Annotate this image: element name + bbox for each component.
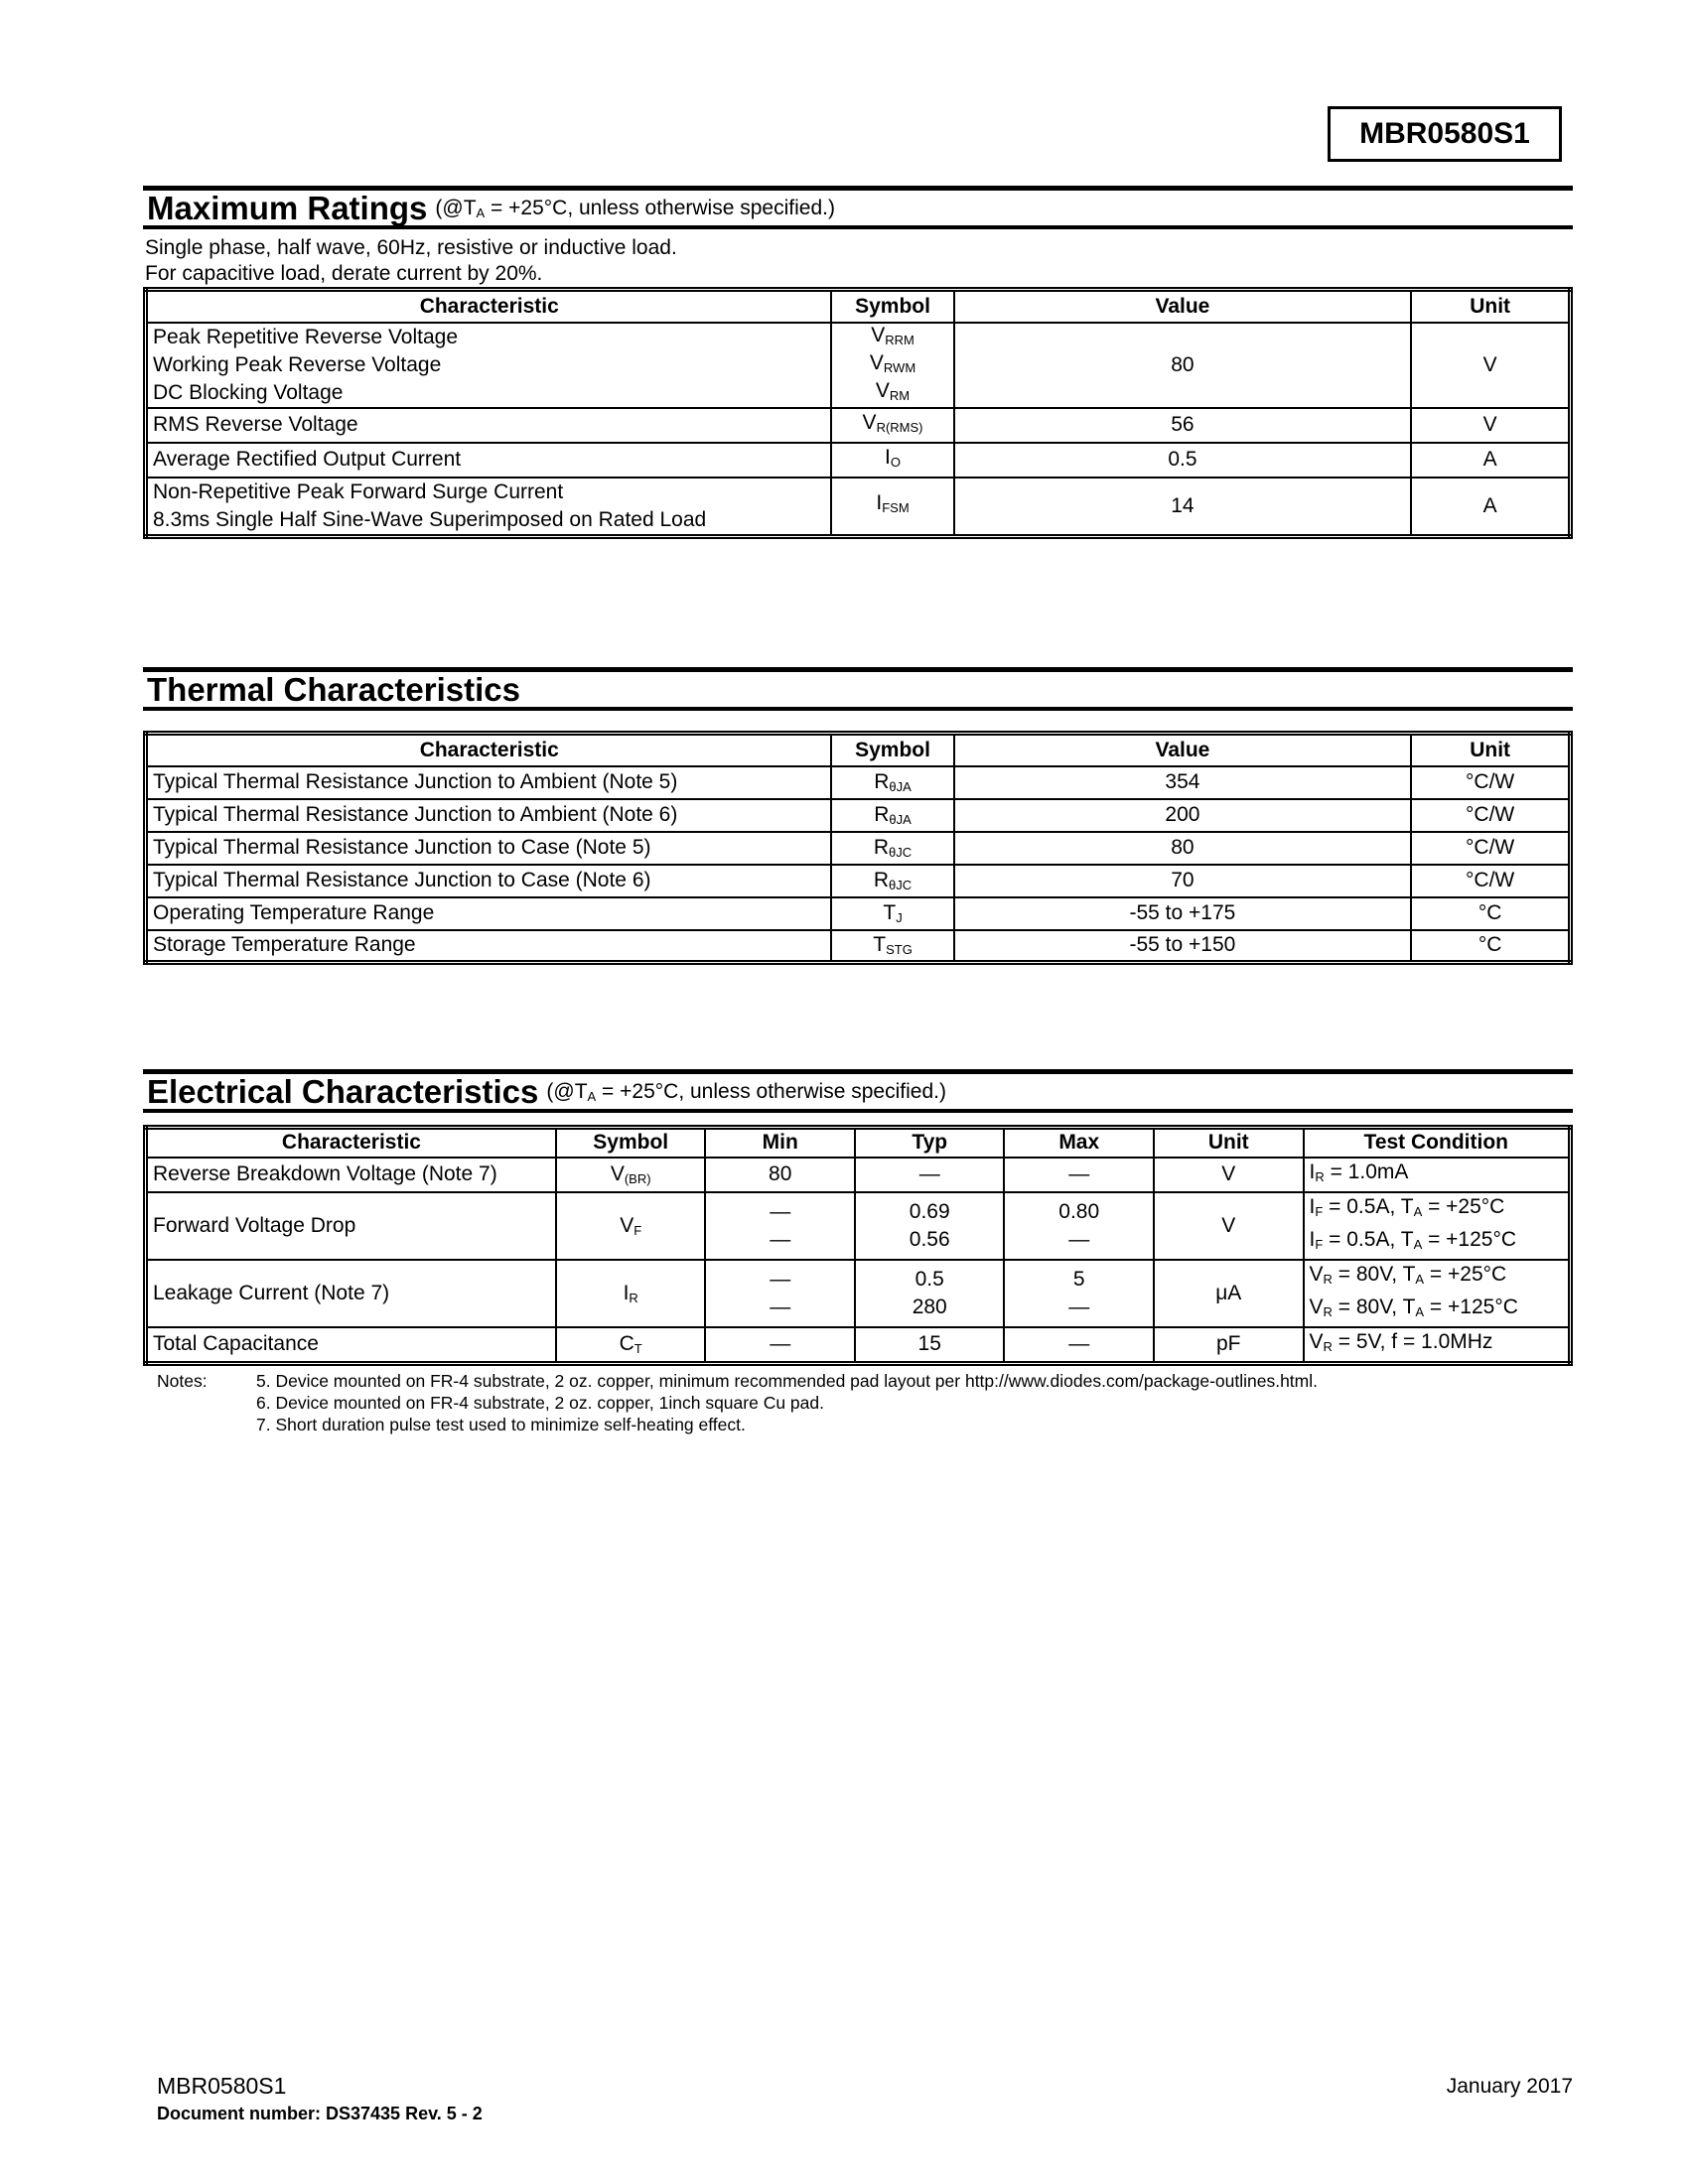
cond-value: = 1.0mA — [1324, 1160, 1409, 1183]
unit-cell: V — [1154, 1158, 1304, 1192]
typ-cell — [855, 1327, 1005, 1364]
cond-temp-subscript: A — [1415, 1303, 1425, 1319]
test-condition-line — [1310, 1294, 1563, 1326]
symbol-line — [837, 444, 947, 477]
characteristic-text: 8.3ms Single Half Sine-Wave Superimposed on Rated Load — [153, 507, 707, 531]
symbol — [874, 803, 912, 826]
table-row — [146, 1158, 1571, 1192]
unit-cell: °C/W — [1411, 766, 1570, 799]
thermal-title: Thermal Characteristics — [147, 670, 521, 708]
symbol-base: R — [873, 836, 890, 859]
symbol-cell — [831, 478, 953, 537]
symbol-subscript: J — [896, 910, 903, 925]
max-ratings-header — [143, 186, 1573, 229]
characteristic-cell — [146, 443, 832, 478]
min-value: — — [770, 1199, 791, 1223]
column-header: Min — [705, 1128, 855, 1158]
typ-value: 0.69 — [909, 1199, 950, 1223]
max-value: — — [1068, 1227, 1090, 1251]
max-ratings-title: Maximum Ratings — [147, 189, 428, 226]
symbol — [874, 869, 912, 891]
max-value: — — [1068, 1295, 1090, 1318]
column-header: Characteristic — [146, 734, 832, 766]
max-ratings-note-1: Single phase, half wave, 60Hz, resistive or inductive load. — [145, 236, 677, 259]
symbol-cell — [556, 1158, 706, 1192]
symbol-cell — [831, 443, 953, 478]
symbol — [885, 446, 901, 469]
max-cell — [1004, 1158, 1154, 1192]
min-cell — [705, 1158, 855, 1192]
table-row — [146, 832, 1571, 865]
cond-value: = 5V, f = 1.0MHz — [1332, 1329, 1493, 1353]
symbol-cell — [556, 1327, 706, 1364]
symbol — [874, 836, 912, 859]
symbol-cell — [831, 408, 953, 443]
unit-cell: V — [1154, 1192, 1304, 1260]
column-header: Symbol — [831, 734, 953, 766]
test-condition-line — [1310, 1193, 1563, 1226]
symbol-base: R — [874, 803, 890, 826]
max-value: 0.80 — [1058, 1199, 1100, 1223]
max-ratings-section — [143, 186, 1573, 539]
thermal-section — [143, 667, 1573, 965]
table-row — [146, 865, 1571, 897]
typ-value: 0.56 — [909, 1227, 950, 1251]
cond-param-subscript: F — [1315, 1236, 1324, 1252]
symbol-base: I — [623, 1281, 630, 1304]
characteristic-cell: Total Capacitance — [146, 1327, 556, 1364]
symbol — [611, 1162, 651, 1185]
value-cell: -55 to +175 — [954, 897, 1412, 930]
footer-part-number: MBR0580S1 — [157, 2073, 287, 2099]
column-header: Characteristic — [146, 1128, 556, 1158]
symbol-subscript: R — [629, 1290, 638, 1305]
table-row — [146, 323, 1571, 408]
symbol — [624, 1282, 638, 1304]
typ-cell — [855, 1192, 1005, 1260]
characteristic-text: Non-Repetitive Peak Forward Surge Current — [153, 479, 564, 503]
value-cell: 200 — [954, 799, 1412, 832]
footer-date: January 2017 — [1446, 2075, 1573, 2098]
max-value: — — [1068, 1162, 1090, 1185]
typ-value: 0.5 — [914, 1267, 944, 1291]
cond-value: = 0.5A, — [1323, 1194, 1401, 1218]
test-condition-cell — [1304, 1158, 1571, 1192]
unit-cell: °C/W — [1411, 799, 1570, 832]
symbol-subscript: (BR) — [624, 1171, 651, 1186]
symbol-base: V — [871, 323, 886, 346]
max-ratings-table — [143, 287, 1573, 539]
table-row — [146, 1260, 1571, 1327]
characteristic-cell: Typical Thermal Resistance Junction to Case (Note 6) — [146, 865, 832, 897]
test-condition-line — [1310, 1159, 1563, 1191]
column-header: Unit — [1411, 734, 1570, 766]
typ-cell — [855, 1260, 1005, 1327]
min-value: — — [770, 1332, 791, 1355]
characteristic-text: DC Blocking Voltage — [153, 380, 344, 404]
symbol — [871, 324, 914, 346]
symbol — [863, 411, 923, 434]
column-header: Symbol — [556, 1128, 706, 1158]
symbol-subscript: F — [633, 1222, 642, 1238]
cond-temp: T — [1402, 1262, 1416, 1286]
symbol-cell — [831, 832, 953, 865]
table-row — [146, 799, 1571, 832]
symbol-subscript: RRM — [885, 332, 914, 347]
cond-temp-value: = +125°C — [1422, 1227, 1517, 1251]
electrical-section — [143, 1069, 1573, 1435]
min-value: — — [770, 1295, 791, 1318]
max-cell — [1004, 1327, 1154, 1364]
symbol-subscript: FSM — [882, 500, 910, 515]
unit-cell: pF — [1154, 1327, 1304, 1364]
table-row — [146, 1192, 1571, 1260]
max-ratings-notes — [143, 235, 1573, 287]
column-header: Value — [954, 734, 1412, 766]
characteristic-text: Peak Repetitive Reverse Voltage — [153, 325, 459, 348]
cond-temp: T — [1400, 1227, 1414, 1251]
cond-temp-value: = +25°C — [1422, 1194, 1505, 1218]
symbol — [883, 901, 902, 924]
electrical-title: Electrical Characteristics — [147, 1072, 539, 1110]
test-condition-line — [1310, 1328, 1563, 1361]
unit-cell: V — [1411, 323, 1570, 408]
symbol-cell — [831, 323, 953, 408]
electrical-table — [143, 1125, 1573, 1366]
symbol-subscript: O — [890, 454, 902, 470]
min-cell — [705, 1192, 855, 1260]
max-ratings-note-2: For capacitive load, derate current by 20%. — [145, 262, 543, 285]
symbol-base: C — [619, 1332, 634, 1355]
symbol-cell — [831, 897, 953, 930]
unit-cell: μA — [1154, 1260, 1304, 1327]
symbol-cell — [831, 865, 953, 897]
unit-cell: °C — [1411, 897, 1570, 930]
symbol-line — [837, 379, 947, 407]
characteristic-cell: Leakage Current (Note 7) — [146, 1260, 556, 1327]
characteristic-cell: Reverse Breakdown Voltage (Note 7) — [146, 1158, 556, 1192]
characteristic-cell — [146, 408, 832, 443]
value-cell: 0.5 — [954, 443, 1412, 478]
symbol-subscript: RM — [889, 387, 911, 403]
cond-param-subscript: R — [1323, 1338, 1333, 1354]
max-ratings-condition: ($@T_A = +25^\circ C$, unless otherwise specified.) — [435, 196, 835, 220]
characteristic-text: Working Peak Reverse Voltage — [153, 352, 442, 376]
cond-temp-subscript: A — [1415, 1271, 1425, 1287]
symbol — [873, 933, 913, 956]
symbol-base: R — [873, 869, 890, 891]
cond-temp-value: = +25°C — [1424, 1262, 1507, 1286]
symbol-base: T — [873, 933, 887, 957]
symbol-cell — [831, 799, 953, 832]
notes — [143, 1370, 1573, 1435]
symbol-base: I — [885, 445, 891, 469]
min-value: 80 — [769, 1162, 792, 1185]
symbol-base: V — [862, 410, 877, 434]
column-header: Unit — [1154, 1128, 1304, 1158]
cond-param-subscript: R — [1315, 1168, 1325, 1184]
table-row — [146, 766, 1571, 799]
unit-cell: A — [1411, 478, 1570, 537]
symbol-subscript: T — [633, 1341, 642, 1356]
max-value: 5 — [1072, 1267, 1085, 1291]
thermal-header — [143, 667, 1573, 711]
symbol — [874, 770, 912, 793]
cond-param: I — [1309, 1160, 1316, 1183]
symbol — [876, 491, 909, 514]
cond-param: V — [1309, 1262, 1324, 1286]
column-header: Characteristic — [146, 290, 832, 323]
symbol-subscript: θJA — [889, 812, 912, 827]
symbol-base: T — [883, 901, 897, 924]
max-cell — [1004, 1260, 1154, 1327]
symbol — [620, 1214, 641, 1237]
symbol-base: V — [620, 1213, 634, 1237]
table-row — [146, 478, 1571, 537]
characteristic-cell: Operating Temperature Range — [146, 897, 832, 930]
unit-cell: A — [1411, 443, 1570, 478]
symbol-base: I — [876, 491, 883, 514]
value-cell: 56 — [954, 408, 1412, 443]
cond-temp-subscript: A — [1413, 1203, 1423, 1219]
symbol-base: V — [875, 378, 890, 402]
characteristic-text: RMS Reverse Voltage — [153, 413, 358, 436]
characteristic-cell: Typical Thermal Resistance Junction to Ambient (Note 5) — [146, 766, 832, 799]
symbol-line — [837, 351, 947, 379]
cond-param: V — [1309, 1329, 1324, 1353]
value-cell: 354 — [954, 766, 1412, 799]
electrical-header — [143, 1069, 1573, 1113]
min-cell — [705, 1260, 855, 1327]
cond-value: = 0.5A, — [1323, 1227, 1401, 1251]
symbol-subscript: θJC — [889, 845, 913, 860]
column-header: Max — [1004, 1128, 1154, 1158]
test-condition-cell — [1304, 1327, 1571, 1364]
value-cell: 14 — [954, 478, 1412, 537]
unit-cell: °C/W — [1411, 865, 1570, 897]
column-header: Test Condition — [1304, 1128, 1571, 1158]
symbol — [620, 1332, 642, 1355]
cond-value: = 80V, — [1332, 1295, 1403, 1318]
unit-cell: °C/W — [1411, 832, 1570, 865]
table-row — [146, 408, 1571, 443]
typ-cell — [855, 1158, 1005, 1192]
characteristic-cell — [146, 478, 832, 537]
part-number-box — [1328, 106, 1562, 162]
note-item: 5. Device mounted on FR-4 substrate, 2 oz. copper, minimum recommended pad layout per http://www.diodes.com/package-outlines.html. — [256, 1370, 1318, 1391]
unit-cell: °C — [1411, 930, 1570, 963]
symbol — [870, 351, 915, 374]
symbol-subscript: R(RMS) — [876, 419, 923, 435]
column-header: Symbol — [831, 290, 953, 323]
test-condition-line — [1310, 1226, 1563, 1259]
symbol — [876, 379, 910, 402]
symbol-cell — [556, 1192, 706, 1260]
max-cell — [1004, 1192, 1154, 1260]
note-item: 7. Short duration pulse test used to minimize self-heating effect. — [256, 1414, 746, 1434]
test-condition-cell — [1304, 1192, 1571, 1260]
footer-left — [157, 2073, 483, 2124]
characteristic-cell: Typical Thermal Resistance Junction to Case (Note 5) — [146, 832, 832, 865]
cond-param: I — [1309, 1227, 1316, 1251]
cond-temp: T — [1400, 1194, 1414, 1218]
electrical-condition: ($@T_A = +25^\circ C$, unless otherwise specified.) — [546, 1079, 946, 1104]
value-cell: -55 to +150 — [954, 930, 1412, 963]
part-number: MBR0580S1 — [1359, 117, 1530, 150]
symbol-subscript: RWM — [883, 359, 916, 375]
max-value: — — [1068, 1332, 1090, 1355]
characteristic-cell — [146, 323, 832, 408]
symbol-base: R — [874, 770, 890, 793]
typ-value: 280 — [912, 1295, 947, 1318]
value-cell: 80 — [954, 323, 1412, 408]
typ-value: — — [918, 1162, 940, 1185]
symbol-subscript: STG — [886, 942, 913, 958]
test-condition-cell — [1304, 1260, 1571, 1327]
symbol-subscript: θJC — [889, 878, 913, 892]
table-row — [146, 897, 1571, 930]
column-header: Typ — [855, 1128, 1005, 1158]
typ-value: 15 — [917, 1332, 941, 1355]
symbol-cell — [831, 930, 953, 963]
symbol-base: V — [869, 350, 884, 374]
notes-list — [256, 1370, 1318, 1435]
symbol-cell — [831, 766, 953, 799]
cond-param-subscript: F — [1315, 1203, 1324, 1219]
value-cell: 80 — [954, 832, 1412, 865]
test-condition-line — [1310, 1261, 1563, 1294]
cond-param: V — [1309, 1295, 1324, 1318]
table-row — [146, 930, 1571, 963]
table-row — [146, 1327, 1571, 1364]
symbol-line — [837, 489, 947, 522]
cond-temp-value: = +125°C — [1424, 1295, 1518, 1318]
characteristic-cell: Storage Temperature Range — [146, 930, 832, 963]
characteristic-cell: Forward Voltage Drop — [146, 1192, 556, 1260]
min-value: — — [770, 1227, 791, 1251]
column-header: Unit — [1411, 290, 1570, 323]
min-value: — — [770, 1267, 791, 1291]
note-item: 6. Device mounted on FR-4 substrate, 2 oz. copper, 1inch square Cu pad. — [256, 1392, 824, 1413]
column-header: Value — [954, 290, 1412, 323]
symbol-base: V — [610, 1162, 625, 1185]
symbol-line — [837, 409, 947, 442]
cond-param-subscript: R — [1323, 1271, 1333, 1287]
footer-document-number: Document number: DS37435 Rev. 5 - 2 — [157, 2104, 483, 2123]
table-row — [146, 443, 1571, 478]
symbol-subscript: θJA — [889, 779, 912, 794]
unit-cell: V — [1411, 408, 1570, 443]
cond-value: = 80V, — [1332, 1262, 1403, 1286]
cond-param: I — [1309, 1194, 1316, 1218]
characteristic-text: Average Rectified Output Current — [153, 448, 462, 471]
symbol-line — [837, 324, 947, 351]
cond-temp-subscript: A — [1413, 1236, 1423, 1252]
value-cell: 70 — [954, 865, 1412, 897]
notes-label: Notes: — [157, 1370, 208, 1391]
min-cell — [705, 1327, 855, 1364]
characteristic-cell: Typical Thermal Resistance Junction to Ambient (Note 6) — [146, 799, 832, 832]
symbol-cell — [556, 1260, 706, 1327]
thermal-table — [143, 731, 1573, 965]
cond-param-subscript: R — [1323, 1303, 1333, 1319]
cond-temp: T — [1402, 1295, 1416, 1318]
